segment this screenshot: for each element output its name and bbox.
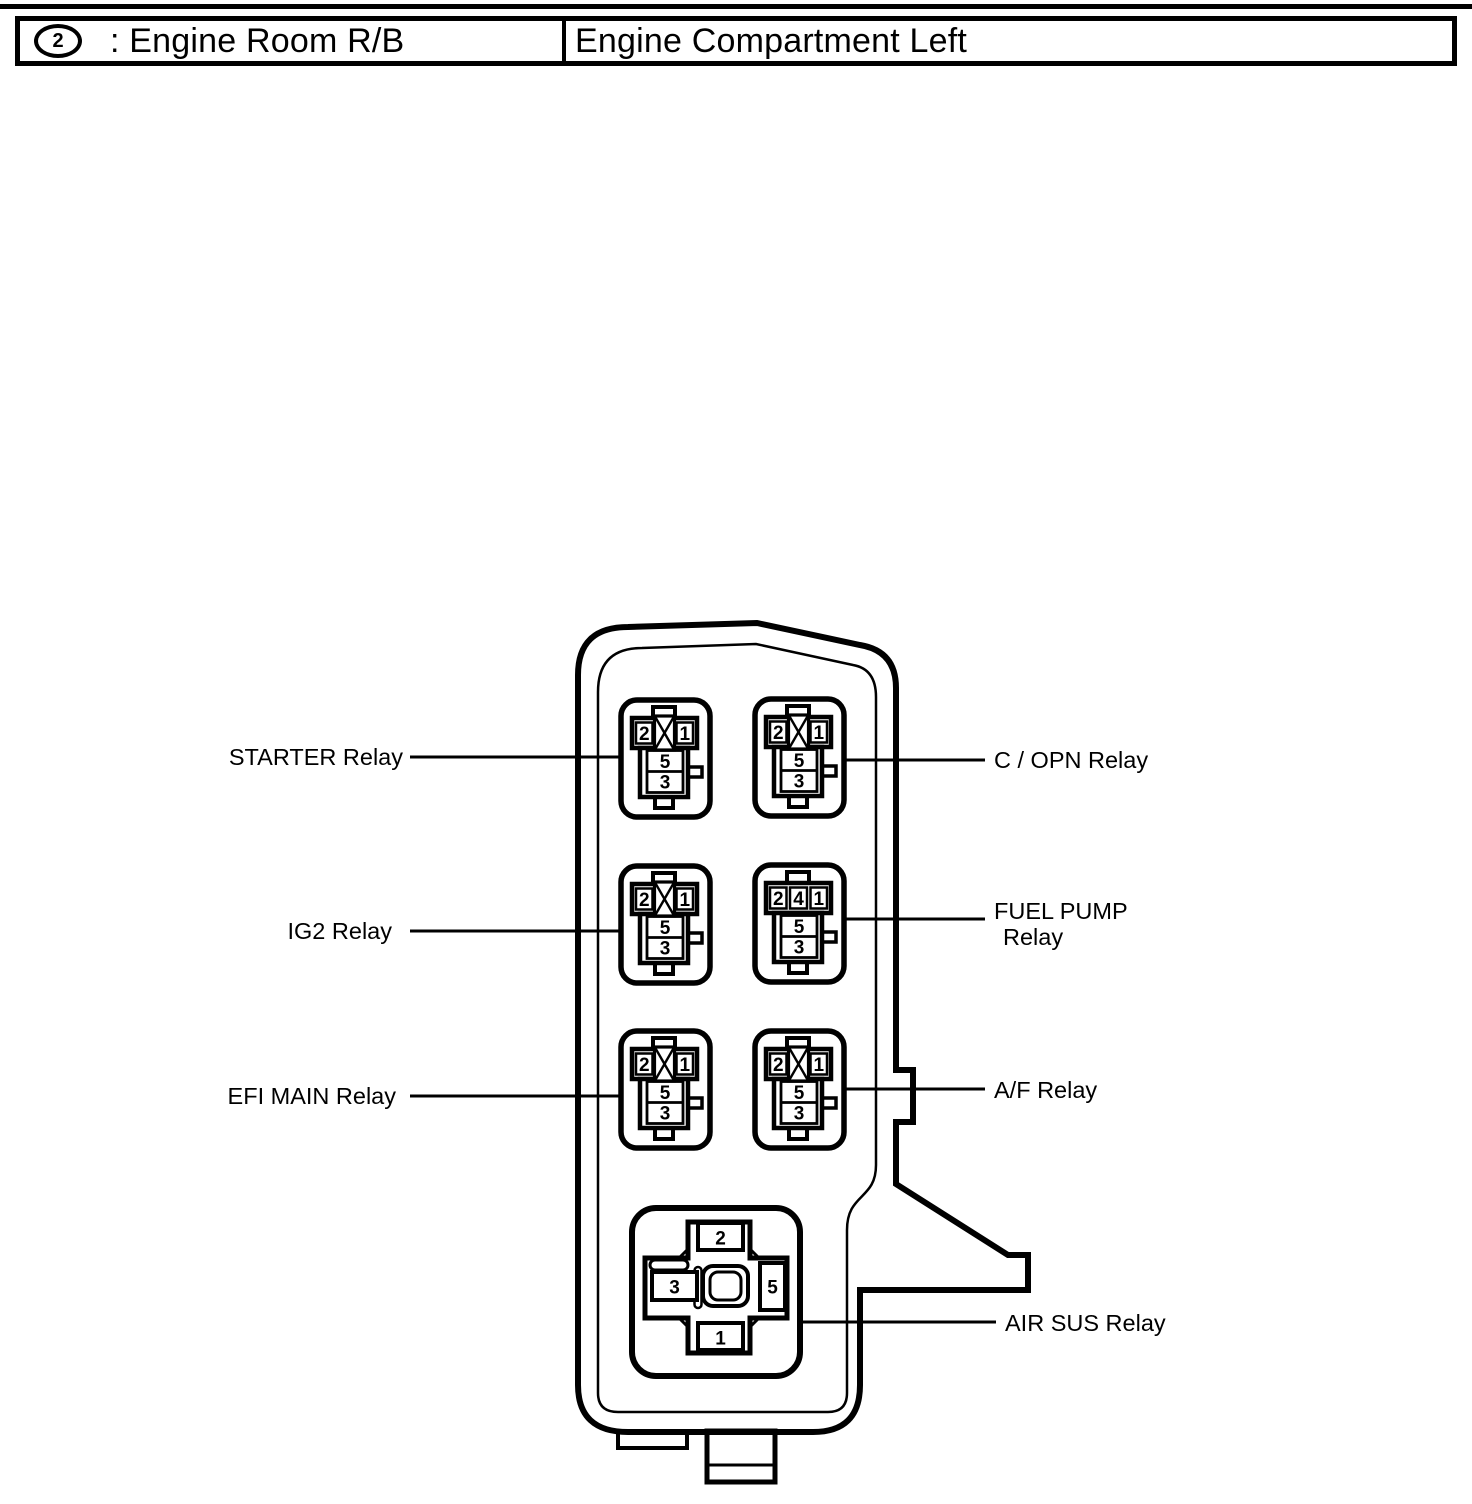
pin-label: 5	[793, 917, 805, 938]
pin-label: 1	[813, 723, 825, 744]
label-af: A/F Relay	[994, 1077, 1098, 1103]
pin-label: 2	[773, 723, 784, 744]
pin-label: 5	[659, 918, 671, 939]
pin-label: 1	[813, 1055, 825, 1076]
relay-starter	[621, 700, 710, 817]
pin-label: 2	[715, 1228, 726, 1250]
pin-label: 3	[793, 937, 805, 959]
crossed-pin-cell	[655, 882, 675, 916]
pin-label: 3	[659, 1103, 671, 1125]
pin-label: 2	[639, 724, 650, 745]
header-right-title: Engine Compartment Left	[575, 21, 968, 60]
pin-label: 5	[659, 1083, 671, 1104]
label-starter: STARTER Relay	[228, 744, 403, 770]
relay-efi-main	[621, 1031, 710, 1148]
pin-label: 3	[669, 1277, 680, 1299]
pin-label: 1	[679, 1055, 691, 1076]
pin-label: 1	[813, 889, 825, 910]
label-fuel-pump-line1: FUEL PUMP	[994, 898, 1128, 924]
label-efi-main: EFI MAIN Relay	[227, 1083, 396, 1109]
crossed-pin-cell	[789, 1047, 809, 1081]
crossed-pin-cell	[789, 715, 809, 749]
pin-label: 1	[715, 1328, 726, 1350]
pin-label: 3	[659, 772, 671, 794]
label-c-opn: C / OPN Relay	[994, 747, 1149, 773]
pin-label: 5	[767, 1277, 778, 1299]
slot-pill	[650, 1260, 688, 1270]
pin-label: 3	[659, 938, 671, 960]
label-fuel-pump-line2: Relay	[1003, 924, 1064, 950]
pin-label: 2	[773, 1055, 784, 1076]
pin-label: 3	[793, 771, 805, 793]
relay-fuel-pump	[755, 865, 844, 982]
pin-label: 3	[793, 1103, 805, 1125]
crossed-pin-cell	[655, 1047, 675, 1081]
crossed-pin-cell	[655, 716, 675, 750]
pin-label: 4	[793, 889, 804, 910]
header-left-title: : Engine Room R/B	[110, 21, 405, 60]
pin-label: 2	[639, 1055, 650, 1076]
pin-label: 2	[773, 889, 784, 910]
pin-label: 5	[793, 1083, 805, 1104]
badge-number: 2	[52, 29, 64, 52]
pin-label: 1	[679, 890, 691, 911]
label-air-sus: AIR SUS Relay	[1005, 1310, 1166, 1336]
pin-label: 1	[679, 724, 691, 745]
relay-c-opn	[755, 699, 844, 816]
pin-label: 5	[793, 751, 805, 772]
pin-label: 5	[659, 752, 671, 773]
label-ig2: IG2 Relay	[287, 918, 392, 944]
bottom-tab-large	[707, 1431, 775, 1482]
relay-ig2	[621, 866, 710, 983]
relay-air-sus	[632, 1208, 800, 1376]
pin-label: 2	[639, 890, 650, 911]
relay-af	[755, 1031, 844, 1148]
